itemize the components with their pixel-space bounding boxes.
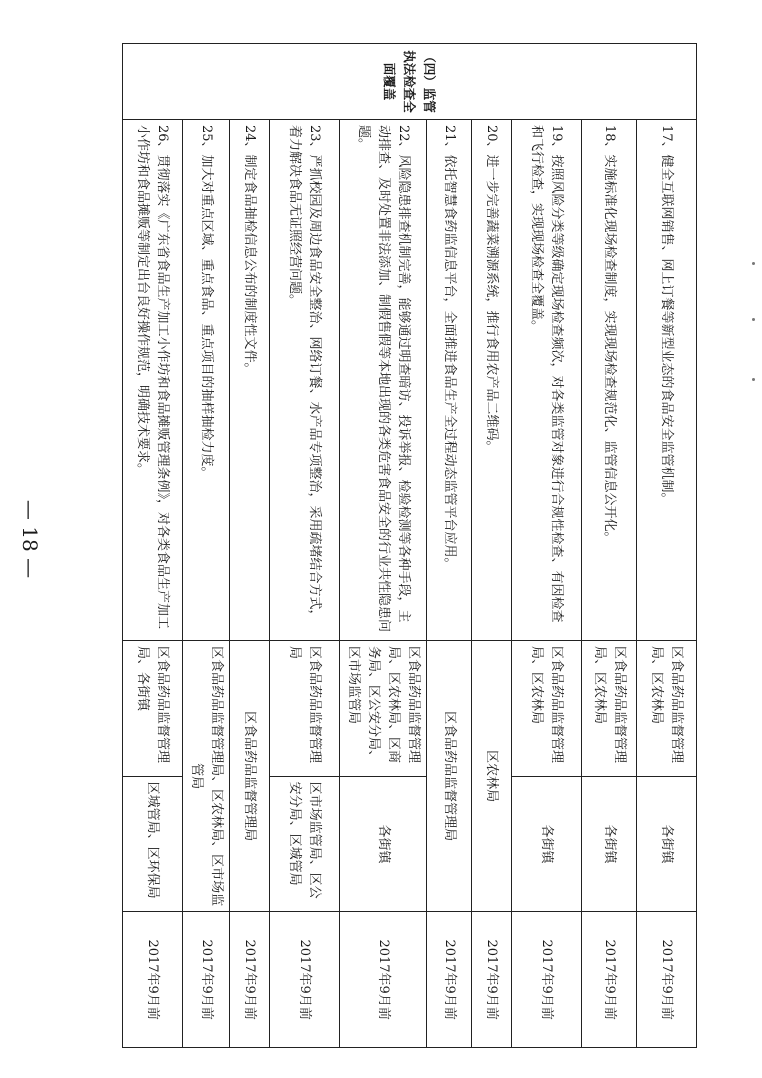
- table-row: [637, 44, 697, 1048]
- table-row: [340, 44, 427, 1048]
- task-cell: 18、实施标准化现场检查制度，实现现场检查规范化、监管信息公开化。: [582, 119, 637, 640]
- table-row: [427, 44, 472, 1048]
- lead-dept-cell: 区食品药品监督管理局、区农林局: [637, 640, 697, 776]
- task-cell: 25、加大对重点区域、重点食品、重点项目的抽样抽检力度。: [183, 119, 230, 640]
- deadline-cell: 2017年9月前: [512, 912, 582, 1048]
- deadline-cell: 2017年9月前: [427, 912, 472, 1048]
- coop-dept-cell: 各街镇: [637, 776, 697, 912]
- table-row: [270, 44, 340, 1048]
- task-cell: 23、严抓校园及周边食品安全整治、网络订餐、水产品专项整治，采用疏堵结合方式，着力解决食品无证照经营问题。: [270, 119, 340, 640]
- table-row: [512, 44, 582, 1048]
- coop-dept-cell: 各街镇: [340, 776, 427, 912]
- task-cell: 22、风险隐患排查机制完善，能够通过明查暗访、投诉举报、检验检测等各种手段，主动排查、及时处置非法添加、制假售假等本地出现的各类危害食品安全的行业共性隐患问题。: [340, 119, 427, 640]
- lead-dept-cell: 区食品药品监督管理局、区农林局: [582, 640, 637, 776]
- merged-dept-cell: 区农林局: [472, 640, 512, 911]
- scan-speck: [752, 378, 755, 381]
- task-table: [122, 43, 697, 1048]
- coop-dept-cell: 区市场监管局、区公安分局、区城管局: [270, 776, 340, 912]
- table-row: [183, 44, 230, 1048]
- deadline-cell: 2017年9月前: [183, 912, 230, 1048]
- task-cell: 26、贯彻落实《广东省食品生产加工小作坊和食品摊贩管理条例》，对各类食品生产加工小作坊和食品摊贩等制定出台良好操作规范，明确技术要求。: [123, 119, 183, 640]
- category-cell: [123, 44, 697, 120]
- category-label: （四）监管执法检查全面覆盖: [382, 50, 438, 113]
- deadline-cell: 2017年9月前: [230, 912, 270, 1048]
- deadline-cell: 2017年9月前: [270, 912, 340, 1048]
- scan-speck: [752, 262, 755, 265]
- table-row: [472, 44, 512, 1048]
- deadline-cell: 2017年9月前: [637, 912, 697, 1048]
- coop-dept-cell: 区城管局、区环保局: [123, 776, 183, 912]
- task-cell: 19、按照风险分类等级确定现场检查频次，对各类监管对象进行合规性检查、有因检查和飞行检查，实现现场检查全覆盖。: [512, 119, 582, 640]
- lead-dept-cell: 区食品药品监督管理局、各街镇: [123, 640, 183, 776]
- coop-dept-cell: 各街镇: [512, 776, 582, 912]
- task-cell: 21、依托智慧食药监信息平台，全面推进食品生产全过程动态监管平台应用。: [427, 119, 472, 640]
- deadline-cell: 2017年9月前: [472, 912, 512, 1048]
- table-row: [230, 44, 270, 1048]
- merged-dept-cell: 区食品药品监督管理局、区农林局、区市场监管局: [183, 640, 230, 911]
- lead-dept-cell: 区食品药品监督管理局: [270, 640, 340, 776]
- merged-dept-cell: 区食品药品监督管理局: [427, 640, 472, 911]
- coop-dept-cell: 各街镇: [582, 776, 637, 912]
- merged-dept-cell: 区食品药品监督管理局: [230, 640, 270, 911]
- lead-dept-cell: 区食品药品监督管理局、区农林局、区商务局、区公安分局、区市场监管局: [340, 640, 427, 776]
- scan-speck: [752, 318, 755, 321]
- page-number: — 18 —: [18, 499, 42, 579]
- task-cell: 17、健全互联网销售、网上订餐等新型业态的食品安全监管机制。: [637, 119, 697, 640]
- table-row: [123, 44, 183, 1048]
- task-cell: 20、进一步完善蔬菜溯源系统，推行食用农产品二维码。: [472, 119, 512, 640]
- deadline-cell: 2017年9月前: [340, 912, 427, 1048]
- deadline-cell: 2017年9月前: [582, 912, 637, 1048]
- table-row: [582, 44, 637, 1048]
- lead-dept-cell: 区食品药品监督管理局、区农林局: [512, 640, 582, 776]
- deadline-cell: 2017年9月前: [123, 912, 183, 1048]
- task-cell: 24、制定食品抽检信息公布的制度性文件。: [230, 119, 270, 640]
